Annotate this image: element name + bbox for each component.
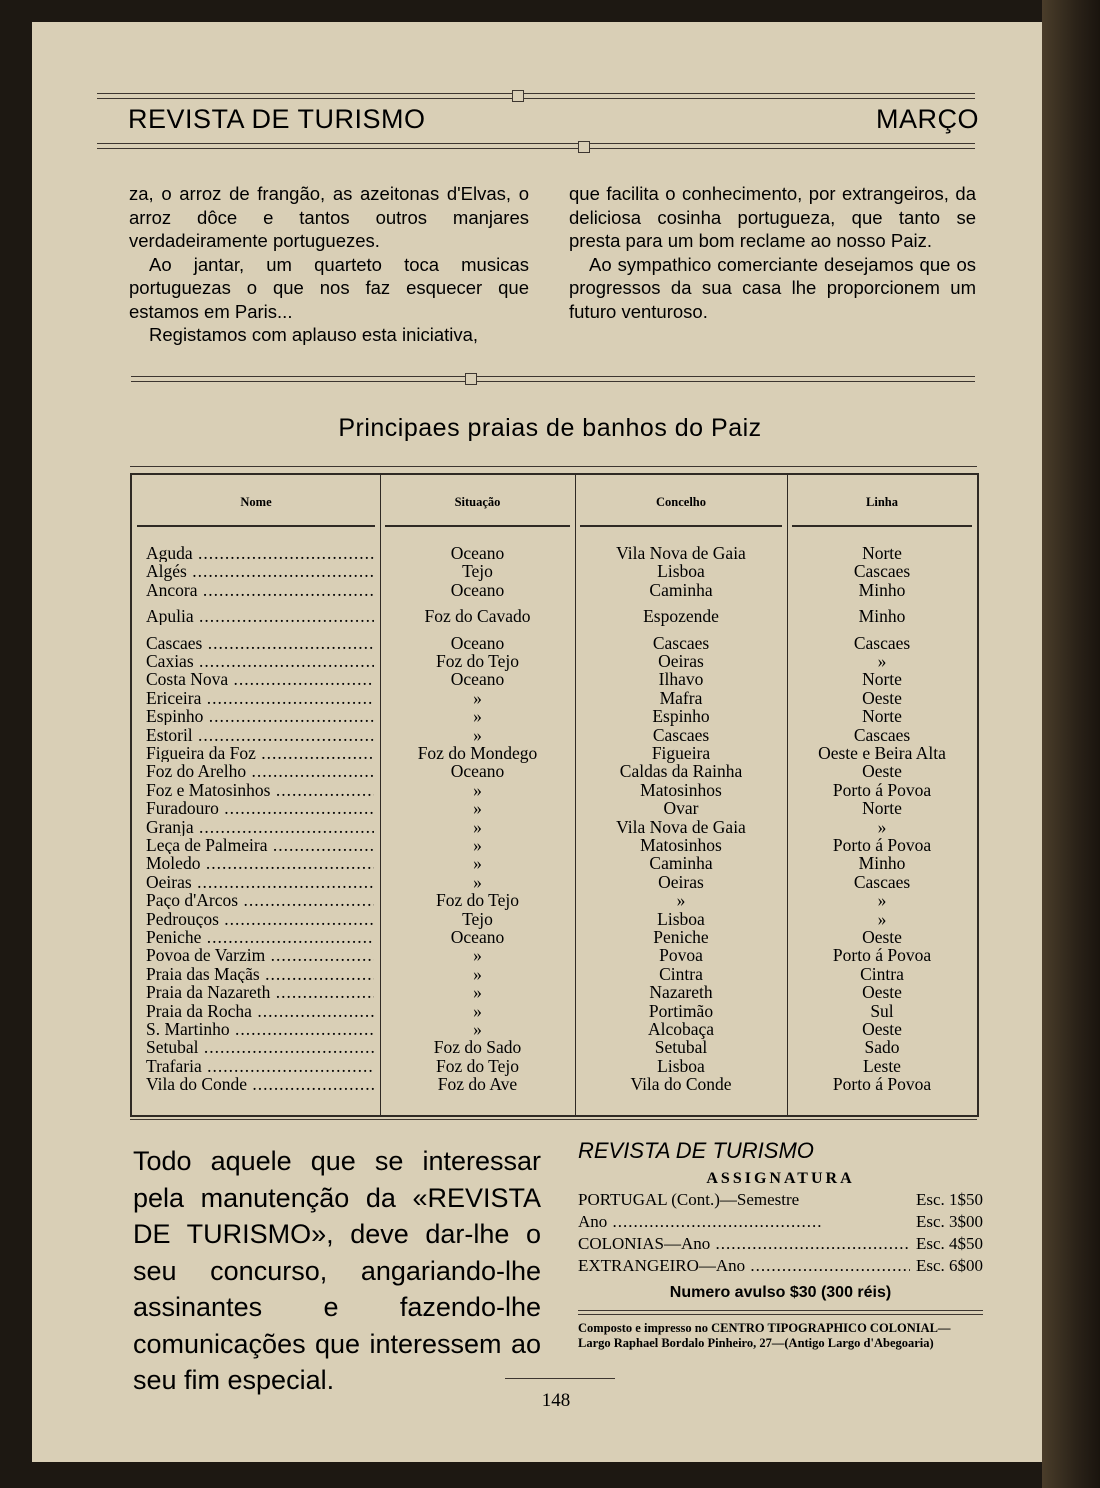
row-name: Apulia ..... [146, 607, 374, 625]
row-line: Oeste [862, 927, 902, 947]
row-municipality: Nazareth [649, 982, 713, 1003]
subscription-heading: ASSIGNATURA [706, 1170, 855, 1187]
table-top-rule [130, 466, 977, 467]
table-bottom-rule [130, 1119, 977, 1120]
beaches-table [130, 473, 979, 1117]
subscription-row [578, 1190, 983, 1212]
row-municipality: Lisboa [657, 561, 705, 582]
row-line: Norte [862, 798, 902, 819]
row-situation: » [473, 853, 482, 874]
row-name: Pedrouços ..... [146, 910, 374, 928]
row-municipality: Portimão [648, 1000, 714, 1021]
row-situation: Oceano [450, 543, 505, 563]
row-name: Oeiras ..... [146, 873, 374, 891]
row-name: Praia da Rocha ..... [146, 1002, 374, 1020]
row-line: Oeste e Beira Alta [818, 743, 946, 763]
subscription-row [578, 1256, 983, 1278]
row-name: Praia da Nazareth ..... [146, 983, 374, 1001]
column-header-line: Linha [866, 495, 898, 509]
footer-rule [505, 1378, 615, 1379]
row-situation: » [473, 871, 482, 892]
row-situation: » [473, 1000, 482, 1021]
ornament-square-top [512, 90, 524, 102]
row-line: Minho [858, 579, 906, 600]
row-line: Minho [858, 853, 906, 874]
header-title: REVISTA DE TURISMO [128, 104, 426, 134]
row-line: Cascaes [853, 724, 911, 745]
column-header-municipality: Concelho [656, 495, 706, 509]
row-municipality: Peniche [653, 927, 709, 947]
row-situation: » [473, 687, 482, 708]
header-month: MARÇO [876, 104, 979, 134]
row-name: Espinho ..... [146, 707, 374, 725]
printer-line-1: Composto e impresso no CENTRO TIPOGRAPHICO COLONIAL— [578, 1321, 951, 1335]
row-municipality: Matosinhos [640, 835, 722, 855]
row-situation: Foz do Tejo [435, 651, 520, 671]
subscription-row [578, 1234, 983, 1256]
row-name: Figueira da Foz ..... [146, 744, 374, 762]
row-name: Granja ..... [146, 818, 374, 836]
row-name: Ancora ..... [146, 581, 374, 599]
row-name: Praia das Maçãs ..... [146, 965, 374, 983]
intro-right-column [569, 182, 976, 323]
intro-left-p1: za, o arroz de frangão, as azeitonas d'Elvas, o arroz dôce e tantos outros manjares verdadeiramente portuguezes. [129, 183, 529, 251]
subscription-price: Esc. 6$00 [910, 1256, 983, 1276]
row-line: » [877, 890, 887, 911]
row-situation: » [473, 724, 482, 745]
row-line: Porto á Povoa [832, 1074, 932, 1095]
row-name: Furadouro ..... [146, 799, 374, 817]
section-title: Principaes praias de banhos do Paiz [338, 414, 762, 442]
row-municipality: Espinho [652, 706, 710, 727]
row-municipality: Cintra [659, 963, 703, 984]
intro-right-p2: Ao sympathico comerciante desejamos que os progressos da sua casa lhe proporcionem um futuro venturoso. [569, 253, 976, 322]
page-number: 148 [541, 1390, 571, 1411]
row-situation: Oceano [450, 927, 505, 947]
subscription-label: Ano ..... [578, 1212, 823, 1232]
row-municipality: Povoa [659, 945, 703, 966]
row-line: Cascaes [853, 871, 911, 892]
row-name: Costa Nova ..... [146, 670, 374, 688]
row-situation: » [473, 945, 482, 966]
row-situation: Foz do Sado [433, 1037, 522, 1058]
intro-left-p2: Ao jantar, um quarteto toca musicas portuguezas o que nos faz esquecer que estamos em Paris... [129, 253, 529, 322]
row-line: Sado [864, 1037, 900, 1058]
row-name: Caxias ..... [146, 652, 374, 670]
row-line: Porto á Povoa [832, 779, 932, 800]
row-municipality: Ovar [663, 798, 699, 819]
row-situation: Oceano [450, 632, 505, 653]
row-municipality: Mafra [659, 687, 703, 708]
column-header-situation: Situação [454, 495, 501, 509]
row-name: Moledo ..... [146, 854, 374, 872]
row-situation: Tejo [462, 561, 493, 582]
row-name: Leça de Palmeira ..... [146, 836, 374, 854]
row-line: Norte [862, 669, 902, 690]
subscription-price: Esc. 3$00 [910, 1212, 983, 1232]
subscription-price: Esc. 1$50 [910, 1190, 983, 1210]
row-municipality: Vila Nova de Gaia [616, 816, 746, 837]
row-line: » [877, 651, 887, 671]
row-name: Estoril ..... [146, 726, 374, 744]
single-issue-price: Numero avulso $30 (300 réis) [669, 1284, 892, 1301]
subscription-row [578, 1212, 983, 1234]
row-name: Cascaes ..... [146, 634, 374, 652]
row-situation: » [473, 706, 482, 727]
subscription-label: COLONIAS—Ano ..... [578, 1234, 925, 1254]
row-situation: Foz do Tejo [435, 1055, 520, 1076]
subscription-label: PORTUGAL (Cont.)—Semestre ..... [578, 1190, 983, 1212]
row-situation: Tejo [462, 908, 493, 929]
row-municipality: Setubal [654, 1037, 708, 1058]
row-municipality: Caminha [649, 853, 713, 874]
row-name: S. Martinho ..... [146, 1020, 374, 1038]
row-situation: Foz do Mondego [417, 743, 538, 763]
row-name: Peniche ..... [146, 928, 374, 946]
row-situation: » [473, 963, 482, 984]
ornament-square-middle [465, 373, 477, 385]
row-name: Foz e Matosinhos ..... [146, 781, 374, 799]
row-name: Ericeira ..... [146, 689, 374, 707]
row-name: Setubal ..... [146, 1038, 374, 1056]
row-municipality: Oeiras [658, 651, 704, 671]
row-situation: Foz do Tejo [435, 890, 520, 911]
row-name: Algés ..... [146, 562, 374, 580]
row-municipality: Cascaes [652, 632, 710, 653]
row-municipality: » [676, 890, 686, 911]
row-municipality: Lisboa [657, 1055, 705, 1076]
header-rule-bottom [97, 143, 975, 151]
row-situation: » [473, 779, 482, 800]
row-line: Cascaes [853, 632, 911, 653]
row-line: Norte [862, 706, 902, 727]
row-municipality: Cascaes [652, 724, 710, 745]
row-municipality: Ilhavo [658, 669, 704, 690]
subscription-label: EXTRANGEIRO—Ano ..... [578, 1256, 960, 1276]
row-line: Oeste [862, 1019, 902, 1039]
row-line: Porto á Povoa [832, 945, 932, 966]
row-name: Vila do Conde ..... [146, 1075, 374, 1093]
row-situation: Foz do Cavado [424, 606, 531, 627]
row-municipality: Oeiras [658, 871, 704, 892]
printer-line-2: Largo Raphael Bordalo Pinheiro, 27—(Antigo Largo d'Abegoaria) [578, 1336, 934, 1350]
row-municipality: Alcobaça [647, 1019, 715, 1039]
subscription-box [578, 1138, 983, 1351]
row-line: Cascaes [853, 561, 911, 582]
header-rule-top [97, 93, 975, 101]
row-situation: » [473, 835, 482, 855]
section-divider [131, 376, 975, 384]
row-line: Norte [862, 543, 902, 563]
row-situation: Oceano [450, 669, 505, 690]
row-situation: Foz do Ave [437, 1074, 518, 1095]
subscription-price: Esc. 4$50 [910, 1234, 983, 1254]
book-spine [1042, 0, 1100, 1488]
row-name: Aguda ..... [146, 544, 374, 562]
row-situation: » [473, 798, 482, 819]
row-line: Minho [858, 606, 906, 627]
row-municipality: Vila do Conde [630, 1074, 732, 1095]
row-municipality: Caldas da Rainha [619, 761, 743, 782]
subscription-magazine: REVISTA DE TURISMO [578, 1138, 814, 1163]
appeal-text: Todo aquele que se interessar pela manutenção da «REVISTA DE TURISMO», deve dar-lhe o seu concurso, angariando-lhe assinantes e fazendo-lhe comunicações que interessem ao seu fim especial. [133, 1146, 541, 1395]
row-situation: » [473, 816, 482, 837]
row-situation: » [473, 1019, 482, 1039]
ornament-square-bottom [578, 141, 590, 153]
row-situation: » [473, 982, 482, 1003]
row-municipality: Lisboa [657, 908, 705, 929]
row-line: Oeste [862, 687, 902, 708]
row-name: Foz do Arelho ..... [146, 762, 374, 780]
row-situation: Oceano [450, 579, 505, 600]
column-header-name: Nome [240, 495, 272, 509]
row-situation: Oceano [450, 761, 505, 782]
row-name: Trafaria ..... [146, 1057, 374, 1075]
row-municipality: Vila Nova de Gaia [616, 543, 746, 563]
row-line: » [877, 816, 887, 837]
row-municipality: Matosinhos [640, 779, 722, 800]
row-line: Oeste [862, 982, 902, 1003]
row-line: Oeste [862, 761, 902, 782]
row-municipality: Caminha [649, 579, 713, 600]
intro-left-column [129, 182, 529, 347]
row-line: Sul [870, 1000, 894, 1021]
row-name: Povoa de Varzim ..... [146, 946, 374, 964]
intro-left-p3: Registamos com aplauso esta iniciativa, [149, 324, 479, 345]
row-line: Porto á Povoa [832, 835, 932, 855]
row-line: » [877, 908, 887, 929]
intro-right-p1: que facilita o conhecimento, por extrangeiros, da deliciosa cosinha portugueza, que tanto se presta para um bom reclame ao nosso Paiz. [569, 183, 976, 251]
row-line: Leste [863, 1055, 901, 1076]
row-municipality: Figueira [651, 743, 711, 763]
row-name: Paço d'Arcos ..... [146, 891, 374, 909]
row-municipality: Espozende [643, 606, 719, 627]
row-line: Cintra [860, 963, 904, 984]
